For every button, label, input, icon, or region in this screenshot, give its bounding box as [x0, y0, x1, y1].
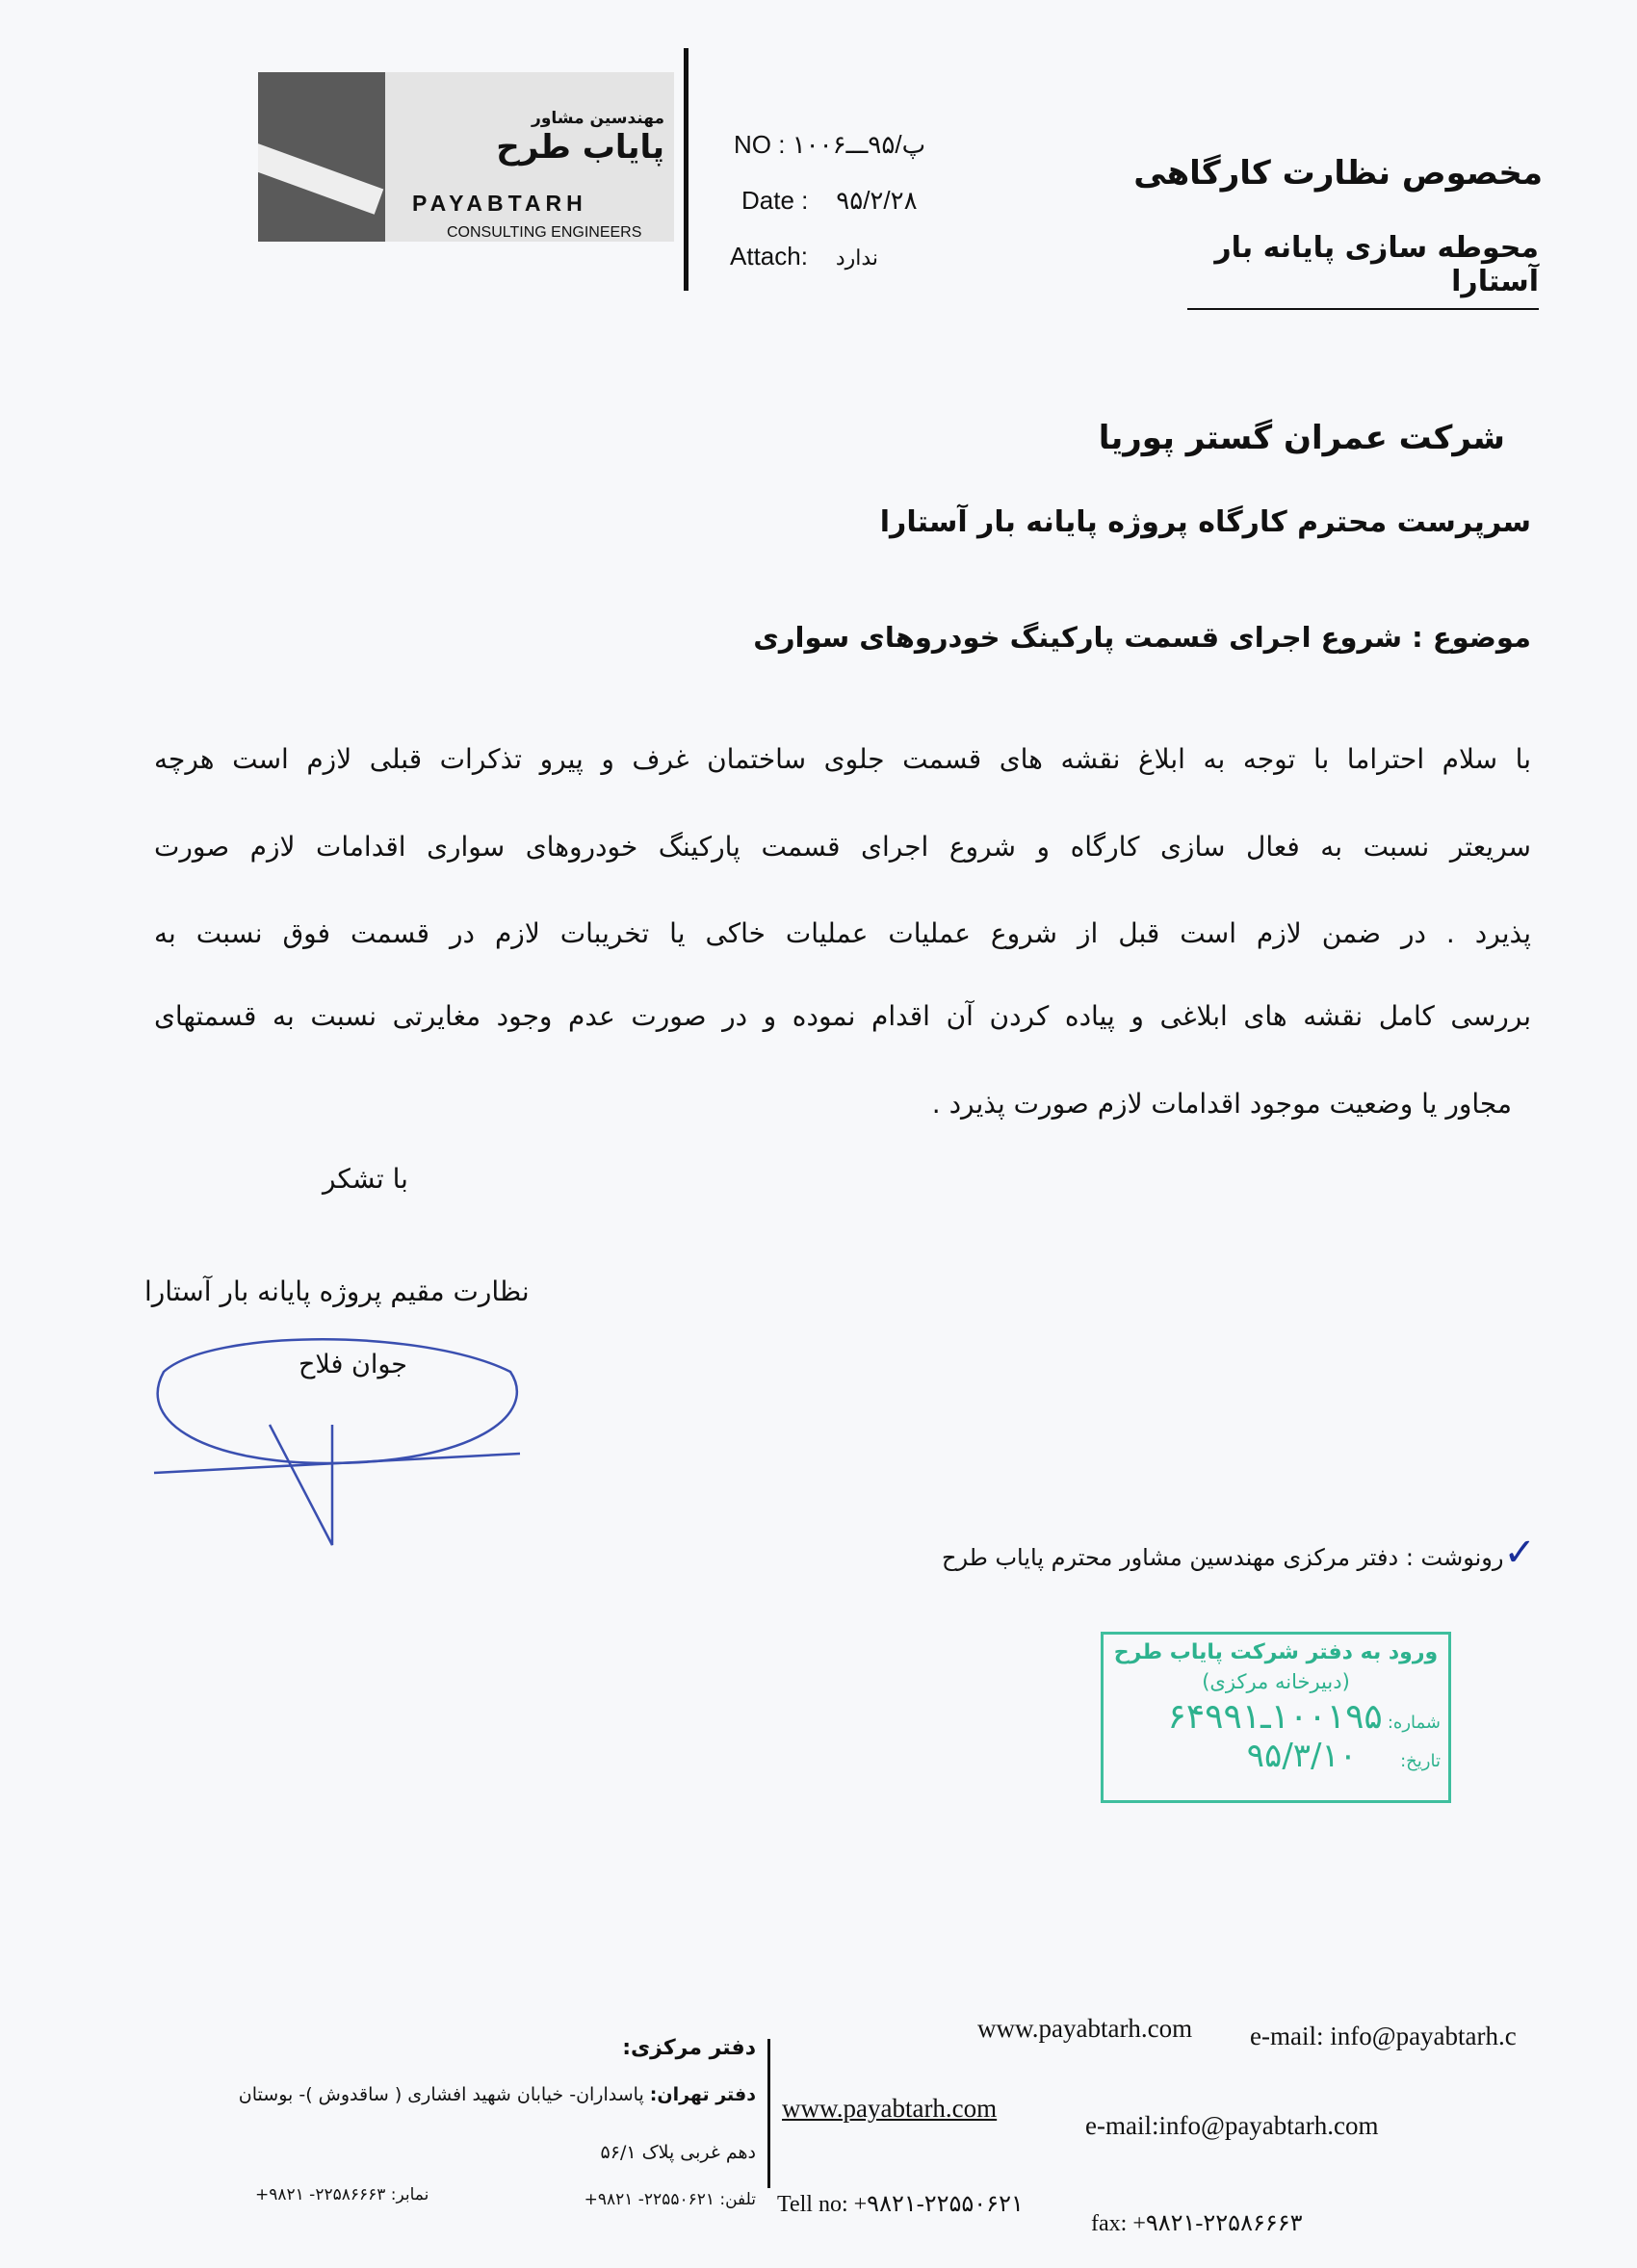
letter-date: Date : ۹۵/۲/۲۸ [741, 186, 918, 215]
closing: با تشکر [323, 1163, 408, 1195]
footer-email[interactable]: e-mail:info@payabtarh.com [1085, 2111, 1379, 2140]
stamp-number: شماره: ۱۰۰۱۹۵ـ۶۴۹۹۱ [1167, 1697, 1441, 1737]
body-line: پذیرد . در ضمن لازم است قبل از شروع عملیات عملیات خاکی یا تخریبات لازم در قسمت فوق نسبت به [154, 917, 1531, 949]
tehran-address: دفتر تهران: پاسداران- خیابان شهید افشاری ( ساقدوش )- بوستان [238, 2084, 756, 2105]
header-line1: مخصوص نظارت کارگاهی [1133, 154, 1543, 193]
recipient: سرپرست محترم کارگاه پروژه پایانه بار آستارا [879, 505, 1531, 539]
footer-web-top[interactable]: www.payabtarh.com [977, 2014, 1193, 2043]
body-line: سریعتر نسبت به فعال سازی کارگاه و شروع اجرای قسمت پارکینگ خودروهای سواری اقدامات لازم صورت [154, 831, 1531, 863]
logo-en-name: PAYABTARH [412, 191, 587, 216]
address-line2: دهم غربی پلاک ۵۶/۱ [600, 2142, 756, 2163]
company-name: شرکت عمران گستر پوریا [1098, 419, 1505, 457]
footer-fax: fax: +۹۸۲۱-۲۲۵۸۶۶۶۳ [1091, 2211, 1303, 2236]
body-line: با سلام احتراما با توجه به ابلاغ نقشه های قسمت جلوی ساختمان غرف و پیرو تذکرات قبلی لازم است هرچه [154, 743, 1531, 775]
subject: موضوع : شروع اجرای قسمت پارکینگ خودروهای سواری [753, 621, 1531, 654]
received-stamp [1101, 1632, 1451, 1803]
letter-number: NO : پ/۹۵ـــ۱۰۰۶ [734, 130, 926, 159]
cc-line: ✓رونوشت : دفتر مرکزی مهندسین مشاور محترم پایاب طرح [941, 1531, 1536, 1575]
body-line: مجاور یا وضعیت موجود اقدامات لازم صورت پذیرد . [931, 1088, 1512, 1120]
checkmark-icon: ✓ [1503, 1531, 1536, 1575]
footer-email-top[interactable]: e-mail: info@payabtarh.c [1250, 2022, 1517, 2050]
logo-en-sub: CONSULTING ENGINEERS [447, 224, 642, 241]
footer-web[interactable]: www.payabtarh.com [782, 2094, 998, 2123]
letter-attach: Attach: ندارد [730, 242, 879, 271]
phone-fa: تلفن: ۲۲۵۵۰۶۲۱- ۹۸۲۱+ [584, 2190, 756, 2209]
fax-fa: نمابر: ۲۲۵۸۶۶۶۳- ۹۸۲۱+ [255, 2185, 429, 2204]
company-logo [258, 72, 674, 242]
logo-fa-name: پایاب طرح [496, 128, 664, 167]
logo-mark-icon [258, 72, 385, 242]
header-line2: محوطه سازی پایانه بار آستارا [1187, 231, 1539, 310]
header-divider [684, 48, 689, 291]
body-line: بررسی کامل نقشه های ابلاغی و پیاده کردن آن اقدام نموده و در صورت عدم وجود مغایرتی نسبت به قسمتهای [154, 1000, 1531, 1032]
signer-name: جوان فلاح [299, 1350, 407, 1379]
stamp-line1: ورود به دفتر شرکت پایاب طرح [1113, 1640, 1439, 1664]
footer-divider [767, 2039, 770, 2188]
signer-title: نظارت مقیم پروژه پایانه بار آستارا [144, 1276, 530, 1307]
stamp-line2: (دبیرخانه مرکزی) [1202, 1670, 1350, 1693]
central-office: دفتر مرکزی: [622, 2036, 756, 2060]
signature [135, 1319, 539, 1559]
stamp-date: تاریخ: ۹۵/۳/۱۰ [1246, 1737, 1441, 1775]
footer-tel: Tell no: +۹۸۲۱-۲۲۵۵۰۶۲۱ [777, 2192, 1024, 2217]
logo-fa-small: مهندسین مشاور [532, 109, 664, 128]
